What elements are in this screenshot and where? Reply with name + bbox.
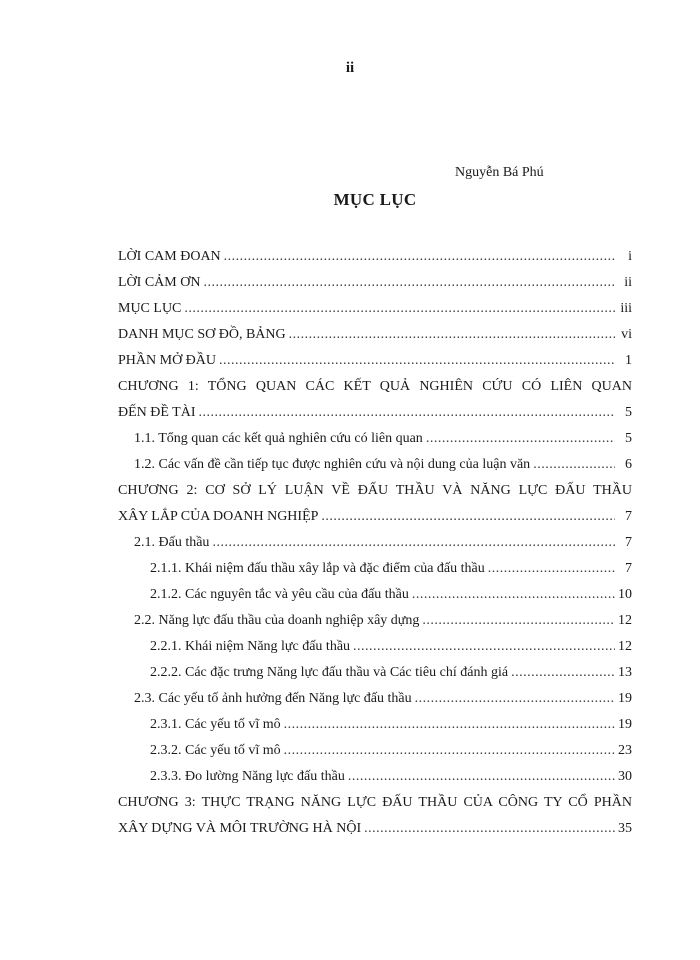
toc-entry-page: i <box>628 249 632 264</box>
toc-entry-1-2[interactable] <box>134 452 632 478</box>
toc-entry-label: LỜI CAM ĐOAN <box>118 249 221 264</box>
toc-entry-chuong-1[interactable] <box>118 400 632 426</box>
toc-entry-page: 1 <box>625 353 632 368</box>
toc-entry-label: 2.3. Các yếu tố ảnh hưởng đến Năng lực đấu thầu <box>134 691 412 706</box>
toc-entry-chuong-3[interactable] <box>118 816 632 842</box>
toc-entry-phan-mo-dau[interactable] <box>118 348 632 374</box>
toc-entry-page: 13 <box>618 665 632 680</box>
toc-entry-2-3-1[interactable] <box>150 712 632 738</box>
toc-entry-label: 2.2.1. Khái niệm Năng lực đấu thầu <box>150 639 351 654</box>
toc-entry-muc-luc[interactable] <box>118 296 632 322</box>
toc-entry-page: 5 <box>625 431 632 446</box>
toc-entry-page: 6 <box>625 457 632 472</box>
toc-entry-2-3[interactable] <box>134 686 632 712</box>
toc-leader-dots <box>184 296 615 322</box>
toc-entry-page: vi <box>621 327 632 342</box>
toc-leader-dots <box>533 452 615 478</box>
toc-entry-loi-cam-on[interactable] <box>118 270 632 296</box>
toc-entry-page: ii <box>624 275 632 290</box>
toc-entry-page: 5 <box>625 405 632 420</box>
toc-entry-label: 1.2. Các vấn đề cần tiếp tục được nghiên cứu và nội dung của luận văn <box>134 457 531 472</box>
toc-leader-dots <box>203 270 615 296</box>
toc-leader-dots <box>412 582 615 608</box>
toc-leader-dots <box>321 504 615 530</box>
toc-chapter-2-line-1[interactable]: CHƯƠNG 2: CƠ SỞ LÝ LUẬN VỀ ĐẤU THẦU VÀ NĂNG LỰC ĐẤU THẦU <box>118 483 632 498</box>
toc-entry-page: 12 <box>618 613 632 628</box>
toc-entry-2-2-2[interactable] <box>150 660 632 686</box>
toc-leader-dots <box>426 426 615 452</box>
toc-entry-page: 30 <box>618 769 632 784</box>
toc-leader-dots <box>224 244 615 270</box>
toc-chapter-1-line-1[interactable]: CHƯƠNG 1: TỔNG QUAN CÁC KẾT QUẢ NGHIÊN CỨU CÓ LIÊN QUAN <box>118 379 632 394</box>
toc-entry-label: 2.1.2. Các nguyên tắc và yêu cầu của đấu thầu <box>150 587 409 602</box>
toc-leader-dots <box>364 816 615 842</box>
toc-entry-2-3-3[interactable] <box>150 764 632 790</box>
toc-entry-page: 10 <box>618 587 632 602</box>
toc-entry-1-1[interactable] <box>134 426 632 452</box>
toc-entry-page: 35 <box>618 821 632 836</box>
toc-entry-label: ĐẾN ĐỀ TÀI <box>118 405 196 420</box>
toc-entry-page: 7 <box>625 535 632 550</box>
toc-entry-page: 19 <box>618 717 632 732</box>
toc-leader-dots <box>422 608 615 634</box>
toc-leader-dots <box>219 348 615 374</box>
toc-entry-page: 23 <box>618 743 632 758</box>
toc-entry-label: MỤC LỤC <box>118 301 182 316</box>
toc-entry-danh-muc[interactable] <box>118 322 632 348</box>
toc-entry-page: iii <box>620 301 632 316</box>
toc-entry-label: 2.2. Năng lực đấu thầu của doanh nghiệp xây dựng <box>134 613 420 628</box>
toc-entry-2-3-2[interactable] <box>150 738 632 764</box>
page-title: MỤC LỤC <box>333 190 417 209</box>
toc-leader-dots <box>284 712 615 738</box>
toc-chapter-3-line-1[interactable]: CHƯƠNG 3: THỰC TRẠNG NĂNG LỰC ĐẤU THẦU CỦA CÔNG TY CỔ PHẦN <box>118 795 632 810</box>
page-number: ii <box>345 60 355 76</box>
toc-entry-label: 2.3.1. Các yếu tố vĩ mô <box>150 717 281 732</box>
toc-entry-label: LỜI CẢM ƠN <box>118 275 201 290</box>
toc-entry-label: 1.1. Tổng quan các kết quả nghiên cứu có liên quan <box>134 431 423 446</box>
toc-entry-2-1-2[interactable] <box>150 582 632 608</box>
toc-entry-page: 19 <box>618 691 632 706</box>
toc-entry-label: 2.3.3. Đo lường Năng lực đấu thầu <box>150 769 345 784</box>
toc-leader-dots <box>212 530 615 556</box>
toc-entry-label: DANH MỤC SƠ ĐỒ, BẢNG <box>118 327 286 342</box>
toc-entry-2-2[interactable] <box>134 608 632 634</box>
toc-entry-chuong-2[interactable] <box>118 504 632 530</box>
toc-entry-page: 7 <box>625 561 632 576</box>
toc-entry-loi-cam-doan[interactable] <box>118 244 632 270</box>
toc-leader-dots <box>488 556 615 582</box>
toc-leader-dots <box>284 738 615 764</box>
toc-entry-2-1-1[interactable] <box>150 556 632 582</box>
toc-entry-label: PHẦN MỞ ĐẦU <box>118 353 217 368</box>
toc-leader-dots <box>511 660 615 686</box>
toc-entry-page: 7 <box>625 509 632 524</box>
toc-leader-dots <box>199 400 615 426</box>
toc-entry-label: 2.2.2. Các đặc trưng Năng lực đấu thầu và Các tiêu chí đánh giá <box>150 665 509 680</box>
toc-leader-dots <box>289 322 615 348</box>
toc-entry-label: 2.1.1. Khái niệm đấu thầu xây lắp và đặc điểm của đấu thầu <box>150 561 485 576</box>
toc-entry-2-2-1[interactable] <box>150 634 632 660</box>
toc-leader-dots <box>415 686 615 712</box>
author-name: Nguyễn Bá Phú <box>455 165 544 180</box>
toc-entry-2-1[interactable] <box>134 530 632 556</box>
toc-entry-page: 12 <box>618 639 632 654</box>
toc-entry-label: 2.3.2. Các yếu tố vĩ mô <box>150 743 281 758</box>
toc-entry-label: 2.1. Đấu thầu <box>134 535 210 550</box>
toc-leader-dots <box>348 764 615 790</box>
toc-entry-label: XÂY LẮP CỦA DOANH NGHIỆP <box>118 509 319 524</box>
toc-leader-dots <box>353 634 615 660</box>
toc-entry-label: XÂY DỰNG VÀ MÔI TRƯỜNG HÀ NỘI <box>118 821 362 836</box>
